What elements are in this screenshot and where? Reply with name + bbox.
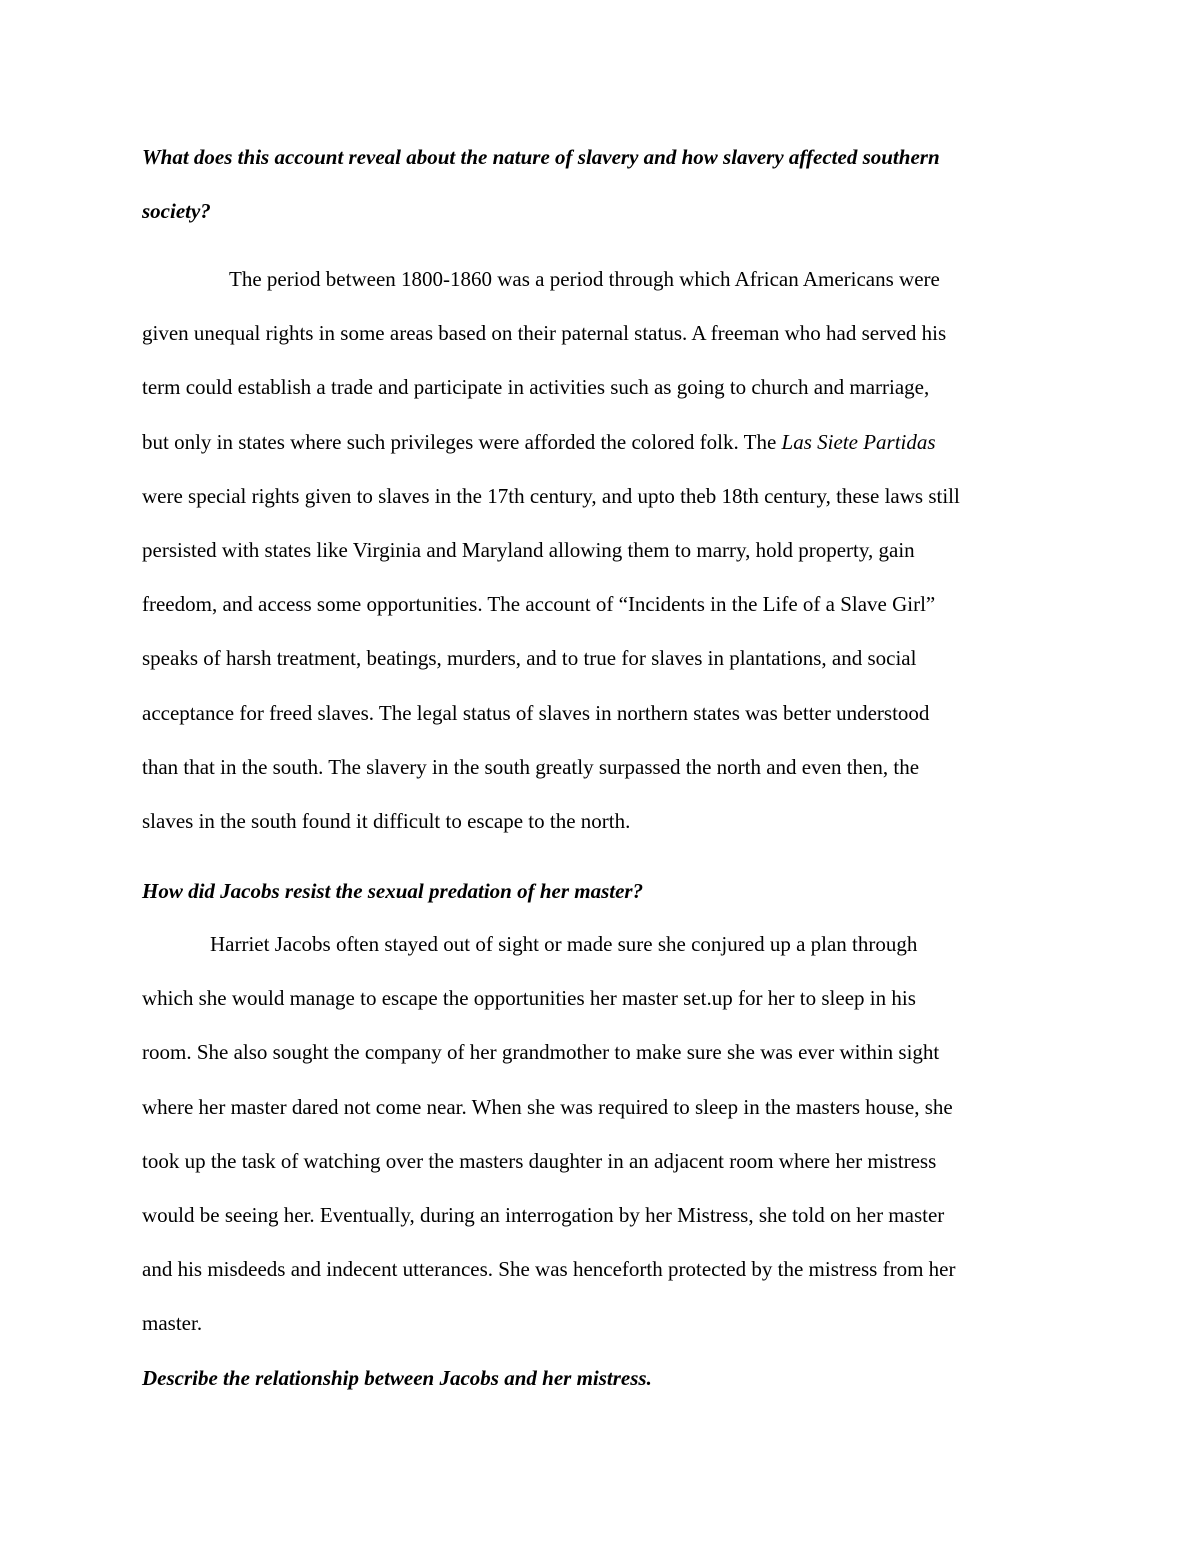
paragraph-1-line: persisted with states like Virginia and Maryland allowing them to marry, hold property, gain xyxy=(142,538,915,563)
paragraph-1-line: than that in the south. The slavery in the south greatly surpassed the north and even then, the xyxy=(142,754,920,779)
paragraph-1-text-segment: but only in states where such privileges were afforded the colored folk. The xyxy=(142,429,782,454)
paragraph-1-line: freedom, and access some opportunities. The account of “Incidents in the Life of a Slave Girl” xyxy=(142,592,936,617)
question-1-heading xyxy=(142,130,1072,238)
paragraph-2-line: Harriet Jacobs often stayed out of sight or made sure she conjured up a plan through xyxy=(210,932,918,956)
paragraph-2-line: would be seeing her. Eventually, during an interrogation by her Mistress, she told on her master xyxy=(142,1203,945,1228)
paragraph-1-line: The period between 1800-1860 was a period through which African Americans were xyxy=(229,267,940,291)
paragraph-2 xyxy=(142,917,1082,1351)
question-2-line: How did Jacobs resist the sexual predation of her master? xyxy=(142,879,644,903)
paragraph-2-line: room. She also sought the company of her grandmother to make sure she was ever within sight xyxy=(142,1040,940,1065)
paragraph-1-line: speaks of harsh treatment, beatings, murders, and to true for slaves in plantations, and social xyxy=(142,646,917,671)
paragraph-2-line: and his misdeeds and indecent utterances. She was henceforth protected by the mistress from her xyxy=(142,1257,956,1282)
question-1-line-2: society? xyxy=(142,199,211,223)
paragraph-1-line: slaves in the south found it difficult to escape to the north. xyxy=(142,809,631,834)
paragraph-1-line: term could establish a trade and participate in activities such as going to church and marriage, xyxy=(142,375,930,400)
question-1-line-1: What does this account reveal about the nature of slavery and how slavery affected southern xyxy=(142,145,940,169)
paragraph-1 xyxy=(142,252,1082,848)
question-3-line: Describe the relationship between Jacobs and her mistress. xyxy=(142,1366,652,1390)
paragraph-2-line: which she would manage to escape the opportunities her master set.up for her to sleep in his xyxy=(142,986,916,1011)
italic-title-las-siete-partidas: Las Siete Partidas xyxy=(781,429,936,454)
paragraph-2-line: where her master dared not come near. When she was required to sleep in the masters house, she xyxy=(142,1094,953,1119)
paragraph-1-line xyxy=(142,415,1082,469)
question-3-heading xyxy=(142,1351,1072,1405)
paragraph-1-line: acceptance for freed slaves. The legal status of slaves in northern states was better understood xyxy=(142,700,930,725)
paragraph-2-line: master. xyxy=(142,1311,203,1336)
question-2-heading xyxy=(142,864,1072,918)
paragraph-1-line: given unequal rights in some areas based on their paternal status. A freeman who had served his xyxy=(142,321,947,346)
paragraph-2-line: took up the task of watching over the masters daughter in an adjacent room where her mistress xyxy=(142,1148,937,1173)
paragraph-1-line: were special rights given to slaves in the 17th century, and upto theb 18th century, these laws still xyxy=(142,483,960,508)
